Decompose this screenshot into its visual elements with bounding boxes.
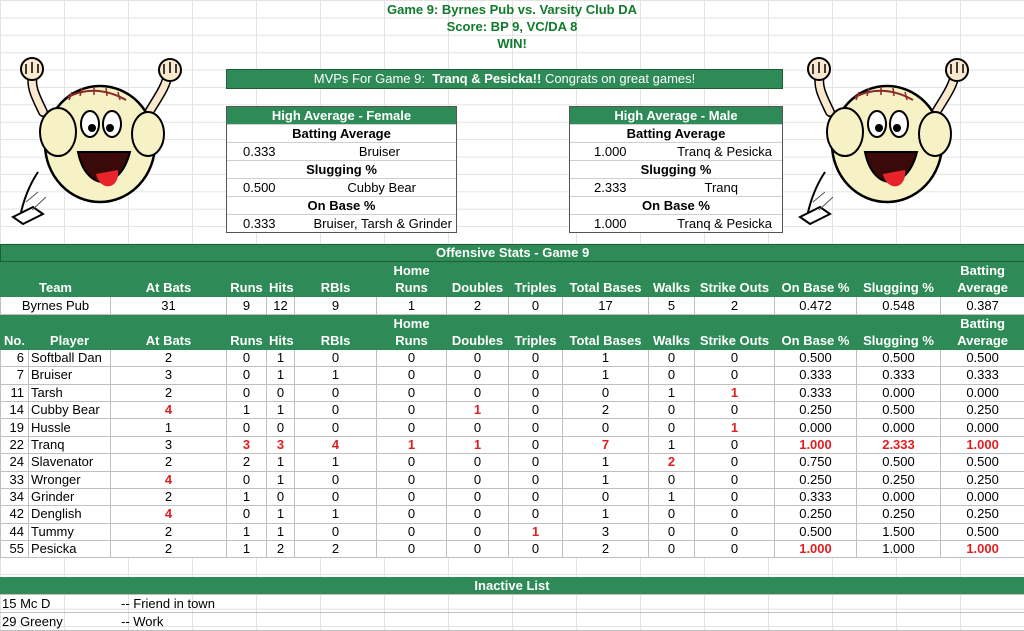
player-stat: 0 xyxy=(377,541,447,558)
inactive-row xyxy=(0,613,1024,631)
player-stat: 0 xyxy=(447,367,509,384)
player-number: 7 xyxy=(1,367,29,384)
high-male-onbase-name: Tranq & Pesicka xyxy=(677,215,772,232)
player-stat: 1 xyxy=(295,367,377,384)
player-stat: 0.500 xyxy=(857,454,941,471)
player-stat: 1 xyxy=(563,471,649,488)
high-male-onbase-value: 1.000 xyxy=(594,215,627,232)
player-stat: 0.000 xyxy=(857,384,941,401)
player-stat: 0.250 xyxy=(775,401,857,418)
player-stat: 0 xyxy=(447,523,509,540)
player-header-row xyxy=(1,314,1024,349)
player-stat: 3 xyxy=(267,436,295,453)
player-stat: 1.500 xyxy=(857,523,941,540)
player-header-cell: Slugging % xyxy=(857,314,941,349)
player-row xyxy=(1,436,1024,453)
player-stat: 0 xyxy=(649,367,695,384)
player-row xyxy=(1,349,1024,366)
player-stat: 0 xyxy=(377,384,447,401)
player-stat: 1 xyxy=(563,367,649,384)
player-stat: 1 xyxy=(267,471,295,488)
player-stat: 7 xyxy=(563,436,649,453)
player-stat: 0.333 xyxy=(941,367,1024,384)
player-stat: 2 xyxy=(111,488,227,505)
player-stat: 1.000 xyxy=(775,541,857,558)
player-stat: 0 xyxy=(295,523,377,540)
player-stat: 1 xyxy=(267,454,295,471)
team-cell: 9 xyxy=(227,297,267,314)
game-score: Score: BP 9, VC/DA 8 xyxy=(0,19,1024,34)
player-stat: 0.250 xyxy=(941,401,1024,418)
player-stat: 0.250 xyxy=(775,471,857,488)
player-stat: 1 xyxy=(447,436,509,453)
player-stat: 0 xyxy=(695,349,775,366)
player-stat: 1 xyxy=(295,454,377,471)
high-female-batting-label: Batting Average xyxy=(227,125,456,143)
team-header-cell: Hits xyxy=(267,262,295,297)
team-header-cell: RBIs xyxy=(295,262,377,297)
player-stat: 4 xyxy=(295,436,377,453)
team-cell: 0.548 xyxy=(857,297,941,314)
player-stat: 0.500 xyxy=(941,349,1024,366)
high-male-batting-name: Tranq & Pesicka xyxy=(677,143,772,160)
player-stat: 0 xyxy=(649,401,695,418)
player-name: Tummy xyxy=(29,523,111,540)
player-stat: 0.000 xyxy=(941,384,1024,401)
mvp-banner xyxy=(226,69,783,89)
inactive-player: 29 Greeny xyxy=(2,613,63,630)
player-stat: 2.333 xyxy=(857,436,941,453)
player-stat: 0.500 xyxy=(857,401,941,418)
player-stat: 0 xyxy=(695,471,775,488)
inactive-reason: -- Friend in town xyxy=(121,595,215,612)
player-stat: 2 xyxy=(227,454,267,471)
player-stat: 4 xyxy=(111,471,227,488)
player-stat: 2 xyxy=(563,401,649,418)
player-row xyxy=(1,367,1024,384)
player-stat: 0 xyxy=(649,471,695,488)
offensive-stats-table xyxy=(0,244,1024,558)
game-result: WIN! xyxy=(0,36,1024,51)
player-stat: 0.000 xyxy=(941,419,1024,436)
team-cell: 1 xyxy=(377,297,447,314)
team-header-cell: Home Runs xyxy=(377,262,447,297)
player-name: Pesicka xyxy=(29,541,111,558)
player-stat: 1 xyxy=(563,506,649,523)
player-row xyxy=(1,488,1024,505)
player-stat: 0.250 xyxy=(941,506,1024,523)
player-stat: 0 xyxy=(295,384,377,401)
team-cell: 0 xyxy=(509,297,563,314)
player-number: 22 xyxy=(1,436,29,453)
player-stat: 0 xyxy=(267,419,295,436)
team-header-cell: Total Bases xyxy=(563,262,649,297)
high-female-onbase-label: On Base % xyxy=(227,197,456,215)
player-stat: 0 xyxy=(509,367,563,384)
mvp-suffix: Congrats on great games! xyxy=(541,71,695,86)
player-stat: 0 xyxy=(649,541,695,558)
player-stat: 1.000 xyxy=(775,436,857,453)
player-stat: 0.250 xyxy=(857,506,941,523)
player-stat: 0 xyxy=(563,488,649,505)
player-stat: 0 xyxy=(377,454,447,471)
inactive-list xyxy=(0,577,1024,631)
player-header-cell: Doubles xyxy=(447,314,509,349)
player-header-cell: Runs xyxy=(227,314,267,349)
player-number: 55 xyxy=(1,541,29,558)
high-male-slugging-label: Slugging % xyxy=(570,161,782,179)
high-average-male-box xyxy=(569,106,783,233)
player-stat: 0 xyxy=(227,384,267,401)
player-stat: 0.250 xyxy=(941,471,1024,488)
player-stat: 0 xyxy=(377,523,447,540)
game-title: Game 9: Byrnes Pub vs. Varsity Club DA xyxy=(0,2,1024,17)
high-average-female-box xyxy=(226,106,457,233)
player-number: 6 xyxy=(1,349,29,366)
player-stat: 0 xyxy=(295,419,377,436)
player-stat: 0 xyxy=(695,454,775,471)
player-stat: 1 xyxy=(649,436,695,453)
player-stat: 0 xyxy=(509,384,563,401)
player-stat: 0 xyxy=(447,419,509,436)
player-number: 11 xyxy=(1,384,29,401)
player-header-cell: RBIs xyxy=(295,314,377,349)
player-stat: 0 xyxy=(695,488,775,505)
player-number: 19 xyxy=(1,419,29,436)
team-header-cell: Walks xyxy=(649,262,695,297)
player-stat: 0 xyxy=(509,454,563,471)
team-header-cell: Strike Outs xyxy=(695,262,775,297)
offense-title-row xyxy=(1,245,1024,262)
player-name: Denglish xyxy=(29,506,111,523)
player-stat: 0 xyxy=(447,384,509,401)
player-stat: 0 xyxy=(695,523,775,540)
team-cell: 9 xyxy=(295,297,377,314)
inactive-row xyxy=(0,595,1024,613)
player-stat: 0.500 xyxy=(941,523,1024,540)
left-baseball-mascot-icon xyxy=(8,52,183,230)
player-stat: 0 xyxy=(227,419,267,436)
player-stat: 0 xyxy=(509,401,563,418)
team-cell: 5 xyxy=(649,297,695,314)
team-header-cell: Team xyxy=(1,262,111,297)
high-female-slugging-value: 0.500 xyxy=(243,179,276,196)
player-stat: 0 xyxy=(649,523,695,540)
player-name: Hussle xyxy=(29,419,111,436)
player-stat: 0 xyxy=(295,349,377,366)
high-female-onbase-name: Bruiser, Tarsh & Grinder xyxy=(314,215,452,232)
inactive-reason: -- Work xyxy=(121,613,163,630)
high-female-slugging-name: Cubby Bear xyxy=(347,179,416,196)
player-stat: 0 xyxy=(509,349,563,366)
player-header-cell: Batting Average xyxy=(941,314,1024,349)
player-header-cell: Total Bases xyxy=(563,314,649,349)
team-header-cell: At Bats xyxy=(111,262,227,297)
player-number: 33 xyxy=(1,471,29,488)
player-header-cell: Home Runs xyxy=(377,314,447,349)
player-stat: 0 xyxy=(227,349,267,366)
player-stat: 0 xyxy=(227,367,267,384)
player-row xyxy=(1,541,1024,558)
player-stat: 0 xyxy=(695,436,775,453)
player-stat: 2 xyxy=(111,541,227,558)
player-stat: 0 xyxy=(649,419,695,436)
player-name: Slavenator xyxy=(29,454,111,471)
player-stat: 0.333 xyxy=(775,367,857,384)
player-stat: 2 xyxy=(111,384,227,401)
team-cell: Byrnes Pub xyxy=(1,297,111,314)
player-stat: 1 xyxy=(267,401,295,418)
player-stat: 1 xyxy=(695,384,775,401)
player-stat: 0 xyxy=(447,471,509,488)
player-stat: 2 xyxy=(649,454,695,471)
player-stat: 0 xyxy=(267,384,295,401)
player-stat: 0 xyxy=(563,419,649,436)
high-female-slugging-row xyxy=(227,179,456,197)
team-cell: 2 xyxy=(447,297,509,314)
team-header-cell: Runs xyxy=(227,262,267,297)
player-name: Tranq xyxy=(29,436,111,453)
player-header-cell: Walks xyxy=(649,314,695,349)
offense-title: Offensive Stats - Game 9 xyxy=(1,245,1024,262)
team-header-cell: Triples xyxy=(509,262,563,297)
player-stat: 1 xyxy=(295,506,377,523)
player-stat: 0 xyxy=(267,488,295,505)
player-name: Cubby Bear xyxy=(29,401,111,418)
player-stat: 1 xyxy=(447,401,509,418)
player-stat: 0 xyxy=(649,506,695,523)
player-stat: 2 xyxy=(111,349,227,366)
player-stat: 1 xyxy=(227,541,267,558)
player-header-cell: At Bats xyxy=(111,314,227,349)
team-header-cell: Batting Average xyxy=(941,262,1024,297)
team-cell: 17 xyxy=(563,297,649,314)
right-baseball-mascot-icon xyxy=(795,52,970,230)
player-stat: 1 xyxy=(267,523,295,540)
player-stat: 1 xyxy=(227,523,267,540)
player-stat: 0 xyxy=(377,506,447,523)
player-stat: 1 xyxy=(509,523,563,540)
player-stat: 2 xyxy=(267,541,295,558)
high-male-batting-value: 1.000 xyxy=(594,143,627,160)
player-stat: 0 xyxy=(447,506,509,523)
player-stat: 0.500 xyxy=(857,349,941,366)
high-female-batting-row xyxy=(227,143,456,161)
mvp-names: Tranq & Pesicka!! xyxy=(432,71,541,86)
player-stat: 0.750 xyxy=(775,454,857,471)
player-name: Tarsh xyxy=(29,384,111,401)
player-stat: 1.000 xyxy=(941,436,1024,453)
player-header-cell: Player xyxy=(29,314,111,349)
player-stat: 0 xyxy=(695,367,775,384)
player-stat: 0 xyxy=(377,367,447,384)
player-stat: 0.500 xyxy=(941,454,1024,471)
player-stat: 0.250 xyxy=(775,506,857,523)
player-stat: 0 xyxy=(649,349,695,366)
player-row xyxy=(1,419,1024,436)
player-stat: 1 xyxy=(563,454,649,471)
team-cell: 2 xyxy=(695,297,775,314)
player-stat: 1 xyxy=(695,419,775,436)
player-stat: 0 xyxy=(695,401,775,418)
player-name: Grinder xyxy=(29,488,111,505)
player-stat: 3 xyxy=(111,436,227,453)
player-stat: 0 xyxy=(227,471,267,488)
mvp-prefix: MVPs For Game 9: xyxy=(314,71,432,86)
player-stat: 0 xyxy=(509,506,563,523)
high-male-title: High Average - Male xyxy=(570,107,782,125)
player-stat: 0 xyxy=(295,401,377,418)
player-number: 14 xyxy=(1,401,29,418)
player-stat: 0.000 xyxy=(941,488,1024,505)
player-stat: 0 xyxy=(295,488,377,505)
player-stat: 2 xyxy=(563,541,649,558)
high-female-onbase-value: 0.333 xyxy=(243,215,276,232)
player-stat: 0 xyxy=(509,541,563,558)
player-stat: 0 xyxy=(447,349,509,366)
high-male-slugging-value: 2.333 xyxy=(594,179,627,196)
player-row xyxy=(1,471,1024,488)
player-name: Bruiser xyxy=(29,367,111,384)
team-header-cell: Slugging % xyxy=(857,262,941,297)
player-stat: 0 xyxy=(563,384,649,401)
player-stat: 0.250 xyxy=(857,471,941,488)
player-stat: 1 xyxy=(563,349,649,366)
player-stat: 0.500 xyxy=(775,523,857,540)
player-stat: 1 xyxy=(649,384,695,401)
player-stat: 0.000 xyxy=(775,419,857,436)
player-stat: 1 xyxy=(111,419,227,436)
player-stat: 1 xyxy=(649,488,695,505)
high-female-title: High Average - Female xyxy=(227,107,456,125)
player-stat: 1 xyxy=(267,349,295,366)
player-header-cell: Triples xyxy=(509,314,563,349)
high-male-slugging-row xyxy=(570,179,782,197)
player-number: 42 xyxy=(1,506,29,523)
player-stat: 0 xyxy=(509,436,563,453)
team-row xyxy=(1,297,1024,314)
player-stat: 0.500 xyxy=(775,349,857,366)
player-header-cell: No. xyxy=(1,314,29,349)
high-female-slugging-label: Slugging % xyxy=(227,161,456,179)
player-stat: 0 xyxy=(447,454,509,471)
player-stat: 2 xyxy=(295,541,377,558)
player-header-cell: Strike Outs xyxy=(695,314,775,349)
player-stat: 0.333 xyxy=(775,384,857,401)
player-header-cell: On Base % xyxy=(775,314,857,349)
player-stat: 0 xyxy=(509,471,563,488)
team-cell: 31 xyxy=(111,297,227,314)
player-stat: 1 xyxy=(377,436,447,453)
team-cell: 0.387 xyxy=(941,297,1024,314)
player-stat: 2 xyxy=(111,454,227,471)
high-female-batting-value: 0.333 xyxy=(243,143,276,160)
high-female-onbase-row xyxy=(227,215,456,232)
player-stat: 3 xyxy=(111,367,227,384)
player-stat: 4 xyxy=(111,401,227,418)
player-number: 44 xyxy=(1,523,29,540)
player-stat: 1 xyxy=(267,367,295,384)
player-stat: 0 xyxy=(377,419,447,436)
player-stat: 2 xyxy=(111,523,227,540)
player-stat: 0 xyxy=(377,471,447,488)
high-male-batting-row xyxy=(570,143,782,161)
high-female-batting-name: Bruiser xyxy=(359,143,400,160)
player-stat: 0 xyxy=(509,488,563,505)
player-stat: 1.000 xyxy=(941,541,1024,558)
player-row xyxy=(1,523,1024,540)
team-cell: 12 xyxy=(267,297,295,314)
player-row xyxy=(1,454,1024,471)
player-stat: 0 xyxy=(295,471,377,488)
player-stat: 0 xyxy=(695,541,775,558)
player-stat: 0 xyxy=(447,488,509,505)
player-name: Wronger xyxy=(29,471,111,488)
team-header-cell: On Base % xyxy=(775,262,857,297)
player-stat: 1 xyxy=(267,506,295,523)
player-stat: 3 xyxy=(563,523,649,540)
player-stat: 0 xyxy=(227,506,267,523)
player-stat: 0 xyxy=(377,488,447,505)
player-stat: 0 xyxy=(509,419,563,436)
high-male-onbase-label: On Base % xyxy=(570,197,782,215)
player-row xyxy=(1,401,1024,418)
player-stat: 4 xyxy=(111,506,227,523)
player-stat: 0 xyxy=(695,506,775,523)
player-number: 24 xyxy=(1,454,29,471)
player-stat: 1.000 xyxy=(857,541,941,558)
high-male-slugging-name: Tranq xyxy=(705,179,738,196)
player-row xyxy=(1,384,1024,401)
player-stat: 0 xyxy=(377,349,447,366)
player-header-cell: Hits xyxy=(267,314,295,349)
inactive-player: 15 Mc D xyxy=(2,595,50,612)
player-stat: 0 xyxy=(447,541,509,558)
player-number: 34 xyxy=(1,488,29,505)
team-header-row xyxy=(1,262,1024,297)
player-stat: 0.000 xyxy=(857,488,941,505)
team-cell: 0.472 xyxy=(775,297,857,314)
player-row xyxy=(1,506,1024,523)
high-male-onbase-row xyxy=(570,215,782,232)
player-stat: 0.000 xyxy=(857,419,941,436)
player-stat: 0 xyxy=(377,401,447,418)
player-stat: 1 xyxy=(227,488,267,505)
player-name: Softball Dan xyxy=(29,349,111,366)
player-stat: 1 xyxy=(227,401,267,418)
inactive-list-title: Inactive List xyxy=(0,577,1024,595)
team-header-cell: Doubles xyxy=(447,262,509,297)
player-stat: 0.333 xyxy=(857,367,941,384)
player-stat: 0.333 xyxy=(775,488,857,505)
player-stat: 3 xyxy=(227,436,267,453)
high-male-batting-label: Batting Average xyxy=(570,125,782,143)
